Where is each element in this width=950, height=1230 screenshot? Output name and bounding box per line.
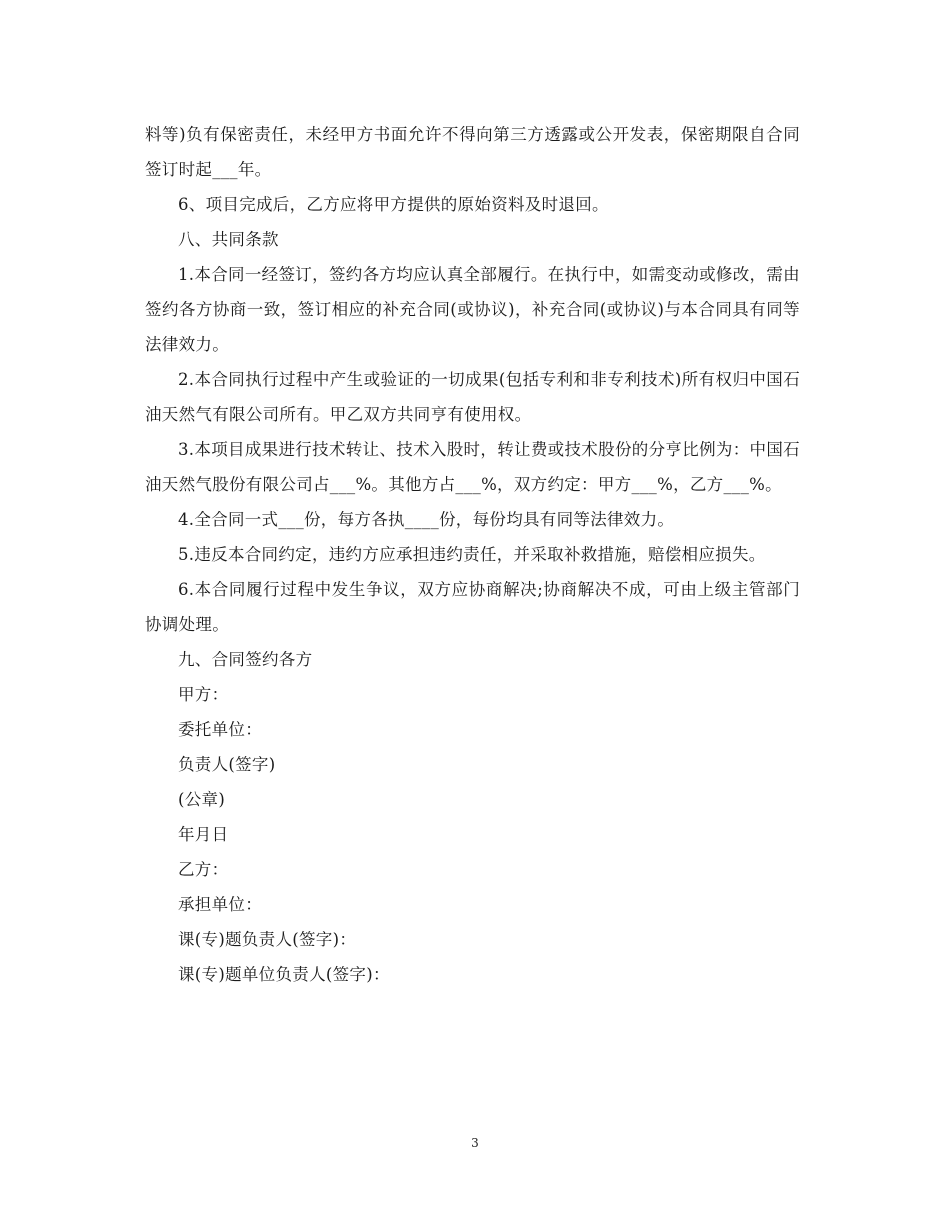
signature-project-unit-leader: 课(专)题单位负责人(签字)： xyxy=(178,965,390,984)
paragraph-clause-4: 4.全合同一式___份，每方各执____份，每份均具有同等法律效力。 xyxy=(178,510,675,529)
paragraph-clause-3: 3.本项目成果进行技术转让、技术入股时，转让费或技术股份的分亨比例为：中国石油天然气股份有限公司占___%。其他方占___%，双方约定：甲方___%，乙方___%。 xyxy=(145,440,800,494)
signature-official-seal: (公章) xyxy=(178,790,226,809)
paragraph-clause-6: 6.本合同履行过程中发生争议，双方应协商解决;协商解决不成，可由上级主管部门协调处理。 xyxy=(145,580,800,634)
paragraph-confidentiality-continued: 料等)负有保密责任，未经甲方书面允许不得向第三方透露或公开发表，保密期限自合同签订时起___年。 xyxy=(145,125,800,179)
signature-undertaking-unit: 承担单位： xyxy=(178,895,262,914)
paragraph-clause-1: 1.本合同一经签订，签约各方均应认真全部履行。在执行中，如需变动或修改，需由签约各方协商一致，签订相应的补充合同(或协议)，补充合同(或协议)与本合同具有同等法律效力。 xyxy=(145,265,800,354)
section-heading-common-terms: 八、共同条款 xyxy=(178,230,279,249)
signature-responsible-person: 负责人(签字) xyxy=(178,755,276,774)
signature-party-a: 甲方： xyxy=(178,685,229,704)
paragraph-clause-2: 2.本合同执行过程中产生或验证的一切成果(包括专利和非专利技术)所有权归中国石油天然气有限公司所有。甲乙双方共同亨有使用权。 xyxy=(145,370,800,424)
signature-date: 年月日 xyxy=(178,825,229,844)
page-number: 3 xyxy=(471,1136,479,1150)
signature-project-leader: 课(专)题负责人(签字)： xyxy=(178,930,357,949)
paragraph-clause-5: 5.违反本合同约定，违约方应承担违约责任，并采取补救措施，赔偿相应损失。 xyxy=(178,545,766,564)
signature-entrusting-unit: 委托单位： xyxy=(178,720,262,739)
paragraph-return-materials: 6、项目完成后，乙方应将甲方提供的原始资料及时退回。 xyxy=(178,195,609,214)
signature-party-b: 乙方： xyxy=(178,860,229,879)
document-body xyxy=(145,117,800,992)
section-heading-signatories: 九、合同签约各方 xyxy=(178,650,313,669)
